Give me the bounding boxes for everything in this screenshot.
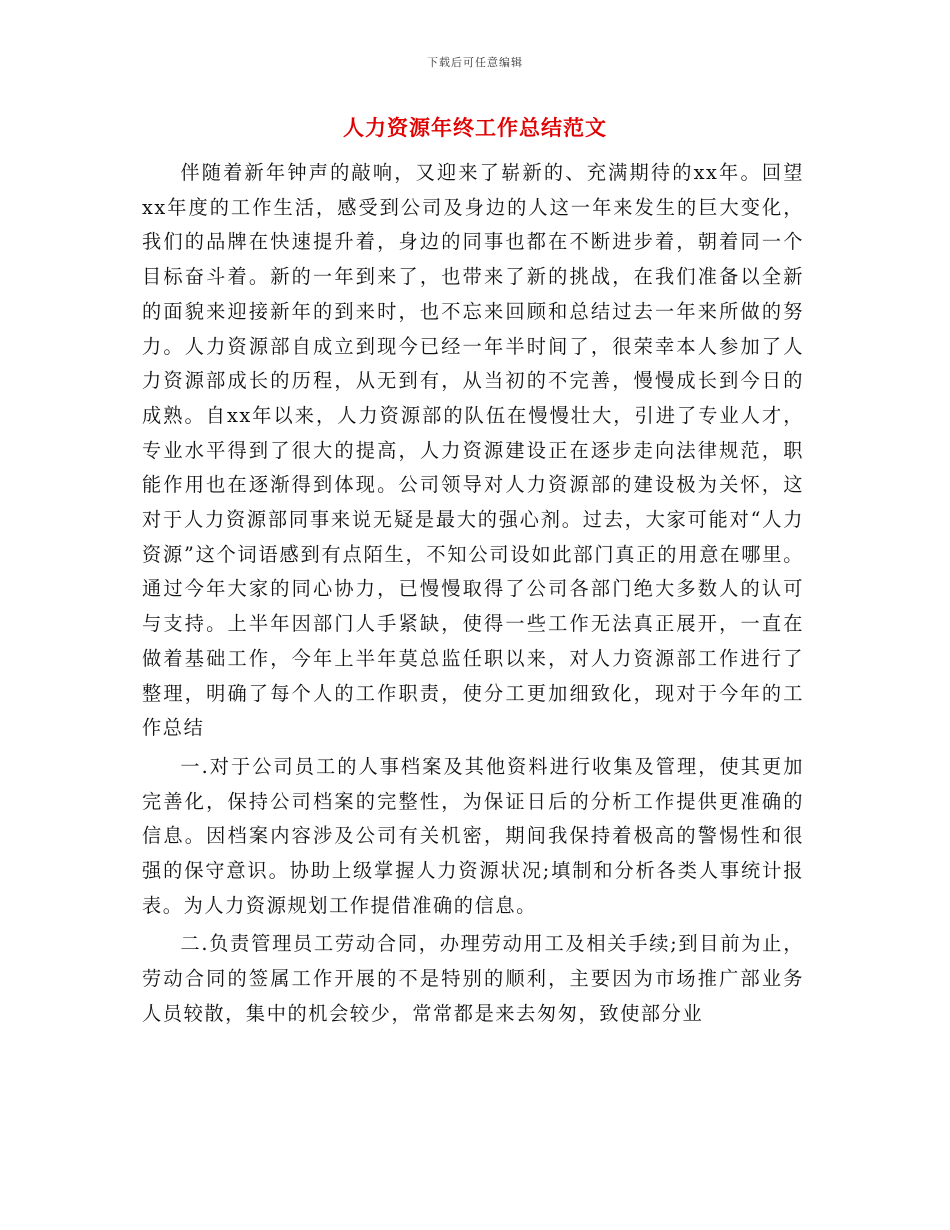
document-body — [142, 156, 804, 1032]
paragraph-item-2: 二.负责管理员工劳动合同，办理劳动用工及相关手续;到目前为止，劳动合同的签属工作开展的不是特别的顺利，主要因为市场推广部业务人员较散，集中的机会较少，常常都是来去匆匆，致使部分业 — [142, 932, 804, 1025]
page-header-note: 下载后可任意编辑 — [427, 56, 523, 69]
paragraph-item-1: 一.对于公司员工的人事档案及其他资料进行收集及管理，使其更加完善化，保持公司档案的完整性，为保证日后的分析工作提供更准确的信息。因档案内容涉及公司有关机密，期间我保持着极高的警惕性和很强的保守意识。协助上级掌握人力资源状况;填制和分析各类人事统计报表。为人力资源规划工作提借准确的信息。 — [142, 754, 804, 917]
document-title: 人力资源年终工作总结范文 — [343, 115, 607, 140]
paragraph-intro: 伴随着新年钟声的敲响，又迎来了崭新的、充满期待的xx年。回望xx年度的工作生活，感受到公司及身边的人这一年来发生的巨大变化，我们的品牌在快速提升着，身边的同事也都在不断进步着，朝着同一个目标奋斗着。新的一年到来了，也带来了新的挑战，在我们准备以全新的面貌来迎接新年的到来时，也不忘来回顾和总结过去一年来所做的努力。人力资源部自成立到现今已经一年半时间了，很荣幸本人参加了人力资源部成长的历程，从无到有，从当初的不完善，慢慢成长到今日的成熟。自xx年以来，人力资源部的队伍在慢慢壮大，引进了专业人才，专业水平得到了很大的提高，人力资源建设正在逐步走向法律规范，职能作用也在逐渐得到体现。公司领导对人力资源部的建设极为关怀，这对于人力资源部同事来说无疑是最大的强心剂。过去，大家可能对“人力资源”这个词语感到有点陌生，不知公司设如此部门真正的用意在哪里。通过今年大家的同心协力，已慢慢取得了公司各部门绝大多数人的认可与支持。上半年因部门人手紧缺，使得一些工作无法真正展开，一直在做着基础工作，今年上半年莫总监任职以来，对人力资源部工作进行了整理，明确了每个人的工作职责，使分工更加细致化，现对于今年的工作总结 — [142, 161, 804, 740]
